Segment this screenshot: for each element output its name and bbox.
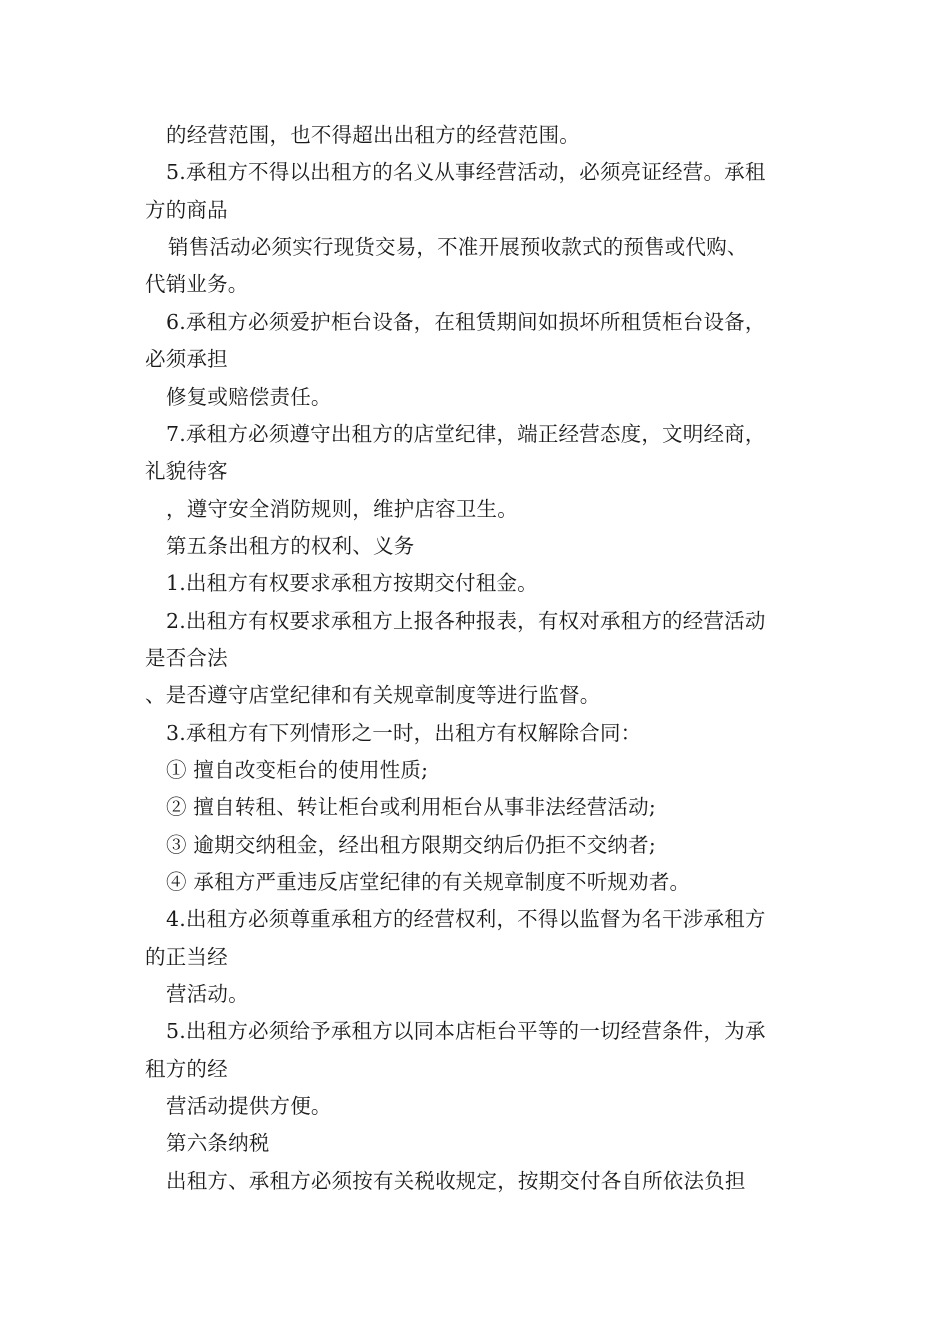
text-line: 租方的经 xyxy=(145,1057,228,1081)
text-line: 5.承租方不得以出租方的名义从事经营活动，必须亮证经营。承租 xyxy=(166,160,766,184)
text-line: 2.出租方有权要求承租方上报各种报表，有权对承租方的经营活动 xyxy=(166,609,766,633)
text-line: 必须承担 xyxy=(145,347,228,371)
text-line: 6.承租方必须爱护柜台设备，在租赁期间如损坏所租赁柜台设备， xyxy=(166,310,766,334)
text-line: 的正当经 xyxy=(145,945,228,969)
text-line: 4.出租方必须尊重承租方的经营权利，不得以监督为名干涉承租方 xyxy=(166,907,766,931)
list-item: ④ 承租方严重违反店堂纪律的有关规章制度不听规劝者。 xyxy=(166,870,691,894)
section-heading: 第六条纳税 xyxy=(166,1131,270,1155)
text-line: 销售活动必须实行现货交易，不准开展预收款式的预售或代购、 xyxy=(168,235,748,259)
text-line: 出租方、承租方必须按有关税收规定，按期交付各自所依法负担 xyxy=(166,1169,746,1193)
text-line: 营活动提供方便。 xyxy=(166,1094,332,1118)
text-line: 、是否遵守店堂纪律和有关规章制度等进行监督。 xyxy=(145,683,601,707)
text-line: ，遵守安全消防规则，维护店容卫生。 xyxy=(166,497,518,521)
text-line: 是否合法 xyxy=(145,646,228,670)
text-line: 1.出租方有权要求承租方按期交付租金。 xyxy=(166,571,538,595)
text-line: 方的商品 xyxy=(145,198,228,222)
text-line: 5.出租方必须给予承租方以同本店柜台平等的一切经营条件，为承 xyxy=(166,1019,766,1043)
list-item: ② 擅自转租、转让柜台或利用柜台从事非法经营活动; xyxy=(166,795,656,819)
text-line: 7.承租方必须遵守出租方的店堂纪律，端正经营态度，文明经商， xyxy=(166,422,766,446)
text-line: 3.承租方有下列情形之一时，出租方有权解除合同： xyxy=(166,721,642,745)
list-item: ③ 逾期交纳租金，经出租方限期交纳后仍拒不交纳者; xyxy=(166,833,656,857)
section-heading: 第五条出租方的权利、义务 xyxy=(166,534,415,558)
list-item: ① 擅自改变柜台的使用性质; xyxy=(166,758,429,782)
text-line: 营活动。 xyxy=(166,982,249,1006)
text-line: 修复或赔偿责任。 xyxy=(166,385,332,409)
text-line: 的经营范围，也不得超出出租方的经营范围。 xyxy=(166,123,580,147)
text-line: 代销业务。 xyxy=(145,272,249,296)
text-line: 礼貌待客 xyxy=(145,459,228,483)
